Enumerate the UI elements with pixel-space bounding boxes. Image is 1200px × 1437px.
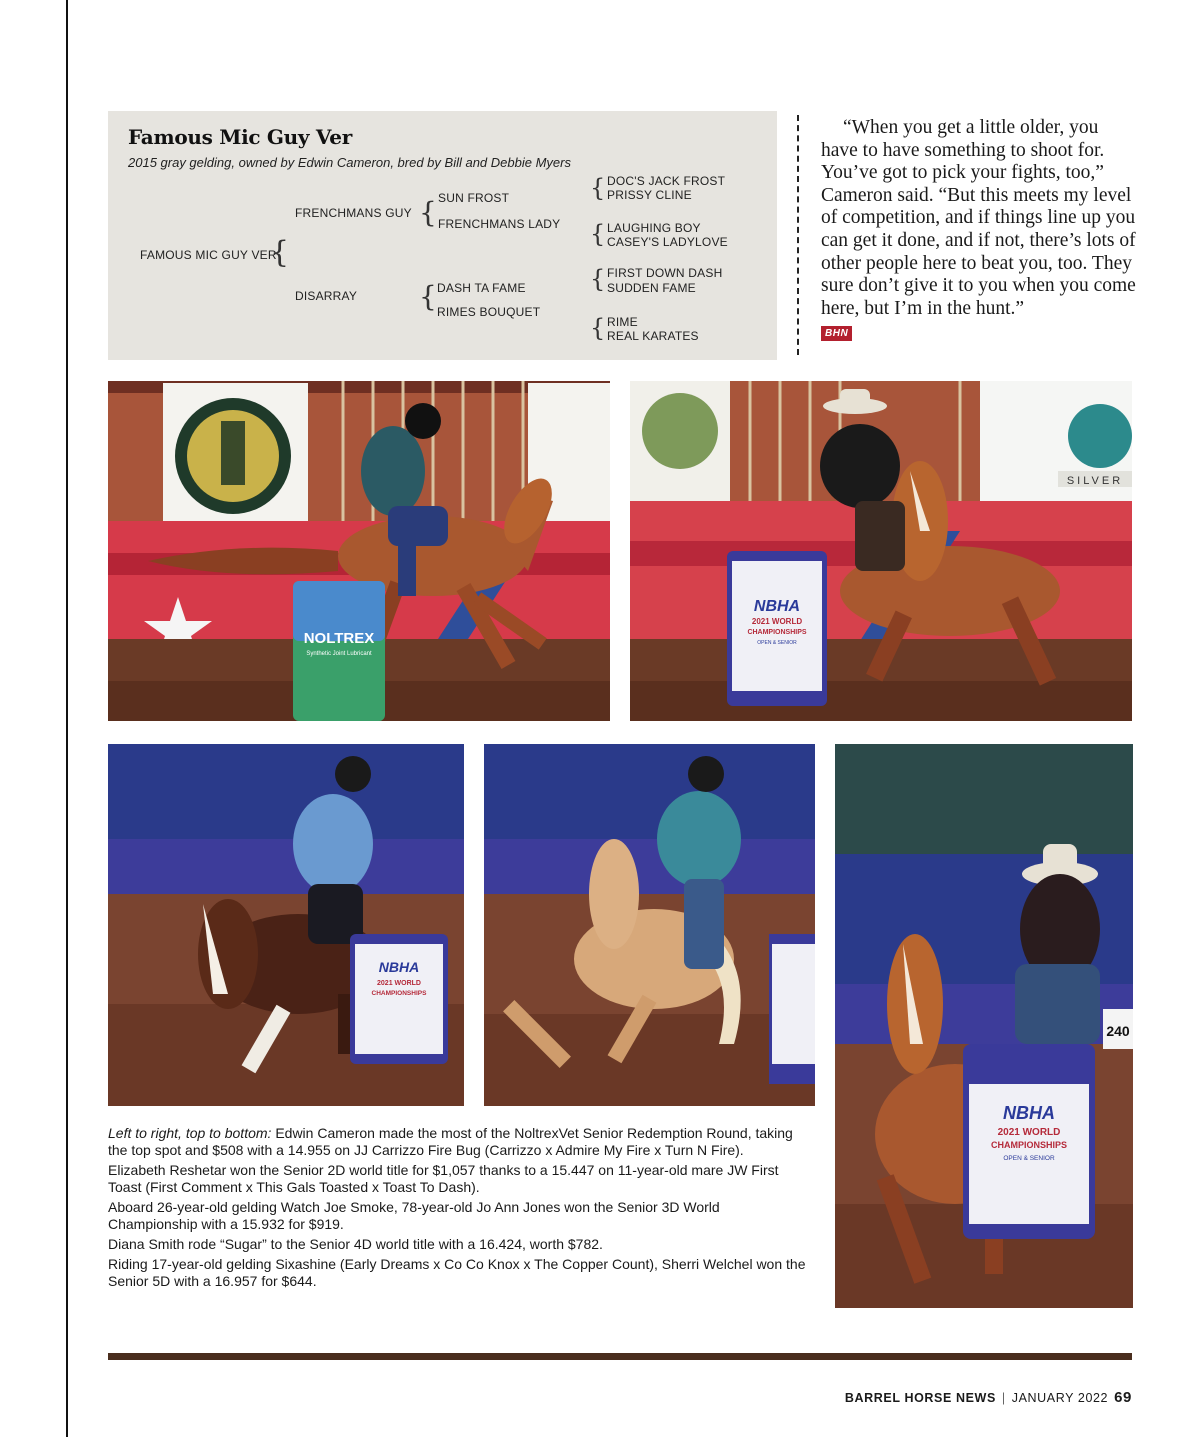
pedigree-g3: SUDDEN FAME <box>607 281 696 295</box>
barrel-nbha: NBHA <box>1003 1103 1055 1123</box>
barrel-champ-line2: CHAMPIONSHIPS <box>747 629 807 636</box>
page-spine-line <box>66 0 68 1437</box>
pedigree-box <box>108 111 777 360</box>
page-number: 69 <box>1114 1389 1132 1406</box>
bhn-end-mark: BHN <box>821 326 852 341</box>
pedigree-title: Famous Mic Guy Ver <box>128 125 352 149</box>
brace-icon: { <box>270 235 290 270</box>
barrel-nbha: NBHA <box>378 959 420 975</box>
magazine-name: BARREL HORSE NEWS <box>844 1391 996 1405</box>
page-footer <box>845 1389 1132 1406</box>
pedigree-g3: CASEY'S LADYLOVE <box>607 235 728 249</box>
pedigree-sire: FRENCHMANS GUY <box>295 206 412 220</box>
dashed-divider <box>797 115 799 355</box>
caption-text: Edwin Cameron made the most of the NoltrexVet Senior Redemption Round, taking the top spot and $508 with a 14.955 on JJ Carrizzo Fire Bug (Carrizzo x Admire My Fire x Turn N Fire). <box>108 1125 793 1158</box>
brace-icon: { <box>590 220 606 248</box>
photo-jo-ann-jones <box>484 744 815 1106</box>
pedigree-dam-sire: DASH TA FAME <box>437 281 526 295</box>
brace-icon: { <box>590 314 606 342</box>
barrel-nbha: NBHA <box>753 598 801 615</box>
pedigree-g3: FIRST DOWN DASH <box>607 266 723 280</box>
photo-elizabeth-reshetar <box>108 744 464 1106</box>
pedigree-sire-dam: FRENCHMANS LADY <box>438 217 561 231</box>
pedigree-sire-sire: SUN FROST <box>438 191 510 205</box>
caption-paragraph: Riding 17-year-old gelding Sixashine (Early Dreams x Co Co Knox x The Copper Count), Sherri Welchel won the Senior 5D with a 16.957 for $644. <box>108 1256 806 1289</box>
barrel-champ-line1: 2021 WORLD <box>377 980 421 987</box>
caption-paragraph: Elizabeth Reshetar won the Senior 2D world title for $1,057 thanks to a 15.447 on 11-year-old mare JW First Toast (First Comment x This Gals Toasted x Toast To Dash). <box>108 1162 779 1195</box>
photo-diana-smith <box>835 744 1133 1308</box>
pedigree-g3: DOC'S JACK FROST <box>607 174 726 188</box>
barrel-champ-line3: OPEN & SENIOR <box>757 640 797 646</box>
caption-paragraph: Diana Smith rode “Sugar” to the Senior 4D world title with a 16.424, worth $782. <box>108 1236 603 1252</box>
rider-number: 240 <box>1106 1023 1130 1039</box>
brace-icon: { <box>590 265 606 293</box>
brace-icon: { <box>419 280 437 313</box>
photo-edwin-cameron <box>108 381 610 721</box>
pedigree-g3: REAL KARATES <box>607 329 699 343</box>
pedigree-g3: LAUGHING BOY <box>607 221 701 235</box>
caption-paragraph: Aboard 26-year-old gelding Watch Joe Smoke, 78-year-old Jo Ann Jones won the Senior 3D World Championship with a 15.932 for $919. <box>108 1199 720 1232</box>
quote-text: “When you get a little older, you have to have something to shoot for. You’ve got to pick your fights, too,” Cameron said. “But this meets my level of competition, and if things line up you can get it done, and if not, there’s lots of other people here to beat you, too. They sure don’t give it to you when you come here, but I’m in the hunt.” <box>821 117 1136 319</box>
pedigree-g3: PRISSY CLINE <box>607 188 692 202</box>
barrel-brand-sub: Synthetic Joint Lubricant <box>306 651 372 657</box>
pedigree-dam-dam: RIMES BOUQUET <box>437 305 541 319</box>
pedigree-subtitle: 2015 gray gelding, owned by Edwin Cameron, bred by Bill and Debbie Myers <box>128 155 571 170</box>
barrel-champ-line2: CHAMPIONSHIPS <box>990 1140 1068 1150</box>
pull-quote <box>821 117 1136 343</box>
barrel-champ-line1: 2021 WORLD <box>997 1127 1061 1138</box>
pedigree-horse: FAMOUS MIC GUY VER <box>140 248 277 262</box>
barrel-champ-line1: 2021 WORLD <box>751 617 803 626</box>
caption-paragraph <box>108 1125 813 1159</box>
brace-icon: { <box>590 174 606 202</box>
brace-icon: { <box>419 196 437 229</box>
pedigree-g3: RIME <box>607 315 638 329</box>
footer-rule <box>108 1353 1132 1360</box>
pedigree-dam: DISARRAY <box>295 289 358 303</box>
photo-arena-rider-cowboy-hat <box>630 381 1132 721</box>
issue-date: JANUARY 2022 <box>1011 1391 1109 1405</box>
caption-lead: Left to right, top to bottom: <box>108 1125 272 1141</box>
photo-caption <box>108 1125 813 1293</box>
footer-separator: | <box>1001 1391 1006 1405</box>
barrel-champ-line2: CHAMPIONSHIPS <box>371 990 427 997</box>
barrel-champ-line3: OPEN & SENIOR <box>1003 1155 1055 1162</box>
barrel-brand: NOLTREX <box>303 630 375 647</box>
banner-text: SILVER <box>1066 475 1124 487</box>
